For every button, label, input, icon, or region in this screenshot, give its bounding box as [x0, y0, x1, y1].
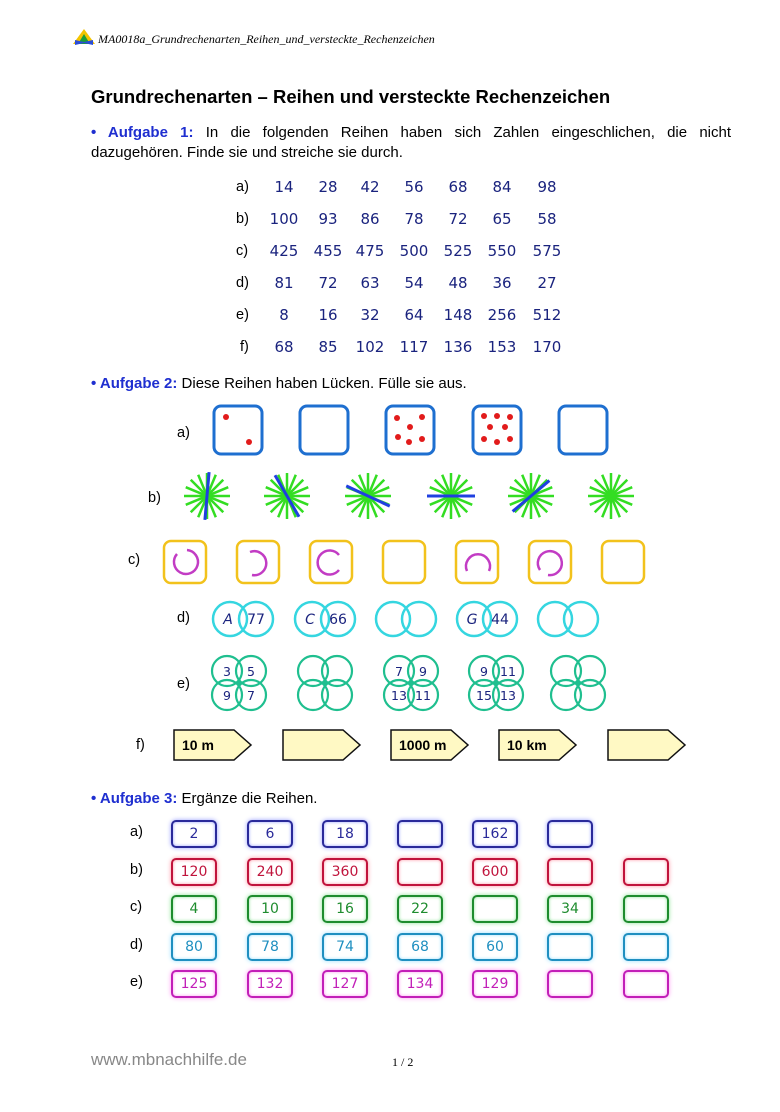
answer-box: 80 [171, 933, 217, 961]
answer-box: 22 [397, 895, 443, 923]
task1-number[interactable]: 117 [399, 338, 429, 356]
arc-square [456, 541, 498, 583]
task1-number[interactable]: 153 [487, 338, 517, 356]
arrow-box-empty[interactable] [608, 730, 685, 760]
task1-row-label: f) [240, 339, 249, 355]
answer-box-empty[interactable] [547, 933, 593, 961]
arc-square [164, 541, 206, 583]
answer-box: 68 [397, 933, 443, 961]
task1-number[interactable]: 86 [360, 210, 380, 228]
answer-box: 120 [171, 858, 217, 886]
arrow-box [174, 730, 251, 760]
task1-label: • Aufgabe 1: [91, 124, 194, 141]
task2-row-a-label: a) [177, 425, 190, 441]
star-row [184, 472, 634, 520]
answer-box: 78 [247, 933, 293, 961]
double-circle-right-text: 44 [491, 612, 509, 628]
double-circle-row [213, 602, 598, 636]
task3-row-label: a) [130, 824, 143, 840]
four-circle-number: 3 [223, 664, 231, 679]
task3-text: Ergänze die Reihen. [181, 790, 318, 807]
task1-number[interactable]: 100 [269, 210, 299, 228]
four-circle [212, 656, 266, 710]
task2-row-d-label: d) [177, 610, 190, 626]
answer-box-empty[interactable] [623, 858, 669, 886]
task1-number[interactable]: 65 [492, 210, 512, 228]
task1-number[interactable]: 425 [269, 242, 299, 260]
arc-square-empty[interactable] [383, 541, 425, 583]
double-circle [457, 602, 517, 636]
task1-number[interactable]: 56 [404, 178, 424, 196]
task3-row-label: e) [130, 974, 143, 990]
four-circle [384, 656, 438, 710]
task1-number[interactable]: 512 [532, 306, 562, 324]
answer-box: 600 [472, 858, 518, 886]
task3-label: • Aufgabe 3: [91, 790, 178, 807]
answer-box-empty[interactable] [547, 820, 593, 848]
task1-instructions [91, 123, 731, 163]
die-empty[interactable] [559, 406, 607, 454]
task1-number[interactable]: 63 [360, 274, 380, 292]
task1-number[interactable]: 72 [448, 210, 468, 228]
double-circle-empty[interactable] [538, 602, 598, 636]
arrow-box-row [174, 730, 685, 760]
arc-square [310, 541, 352, 583]
task1-number[interactable]: 54 [404, 274, 424, 292]
task1-number[interactable]: 455 [313, 242, 343, 260]
task1-number[interactable]: 85 [318, 338, 338, 356]
answer-box: 18 [322, 820, 368, 848]
four-circle-empty[interactable] [298, 656, 352, 710]
task1-number[interactable]: 14 [274, 178, 294, 196]
answer-box-empty[interactable] [547, 858, 593, 886]
double-circle-left-text: C [305, 612, 315, 628]
task2-figures [0, 395, 780, 775]
four-circle-number: 9 [480, 664, 488, 679]
task1-number[interactable]: 500 [399, 242, 429, 260]
double-circle-left-text: G [466, 612, 478, 628]
arrow-box [499, 730, 576, 760]
arrow-box-text: 10 m [182, 737, 214, 753]
four-circle-number: 5 [247, 664, 255, 679]
task1-number[interactable]: 102 [355, 338, 385, 356]
task3-row-label: d) [130, 936, 143, 953]
arc-square [529, 541, 571, 583]
four-circle-number: 9 [419, 664, 427, 679]
double-circle-right-text: 77 [247, 612, 265, 628]
die-8 [473, 406, 521, 454]
four-circle-number: 7 [247, 688, 255, 703]
answer-box: 10 [247, 895, 293, 923]
task1-row-label: a) [236, 179, 249, 195]
answer-box-empty[interactable] [623, 970, 669, 998]
task3-instructions [91, 789, 731, 809]
task1-number[interactable]: 148 [443, 306, 473, 324]
double-circle [295, 602, 355, 636]
answer-box: 34 [547, 895, 593, 923]
star-figure [345, 473, 391, 519]
die-6 [386, 406, 434, 454]
task1-text-line1: In die folgenden Reihen haben sich Zahlen eingeschlichen, die nicht [205, 124, 732, 141]
task1-number[interactable]: 550 [487, 242, 517, 260]
answer-box-empty[interactable] [397, 858, 443, 886]
task2-row-b-label: b) [148, 490, 161, 506]
task1-number[interactable]: 48 [448, 274, 468, 292]
task1-row-label: e) [236, 307, 249, 323]
star-figure-empty[interactable] [588, 473, 634, 519]
answer-box-empty[interactable] [623, 933, 669, 961]
page-number: 1 / 2 [392, 1055, 414, 1069]
arrow-box [391, 730, 468, 760]
task1-number[interactable]: 42 [360, 178, 380, 196]
page-title: Grundrechenarten – Reihen und versteckte Rechenzeichen [91, 86, 611, 107]
arc-square [237, 541, 279, 583]
double-circle-empty[interactable] [376, 602, 436, 636]
task1-number[interactable]: 58 [537, 210, 557, 228]
answer-box: 2 [171, 820, 217, 848]
answer-box: 4 [171, 895, 217, 923]
answer-box: 132 [247, 970, 293, 998]
task1-number[interactable]: 8 [279, 306, 289, 324]
star-figure [508, 473, 554, 519]
answer-box: 127 [322, 970, 368, 998]
task1-number[interactable]: 72 [318, 274, 338, 292]
logo-icon [72, 28, 96, 46]
arrow-box-text: 10 km [507, 737, 547, 753]
task2-label: • Aufgabe 2: [91, 375, 178, 392]
answer-box-empty[interactable] [623, 895, 669, 923]
task1-number[interactable]: 68 [448, 178, 468, 196]
task3-row-label: c) [130, 899, 143, 915]
arrow-box-text: 1000 m [399, 737, 447, 753]
task1-number[interactable]: 475 [355, 242, 385, 260]
task1-number[interactable]: 68 [274, 338, 294, 356]
four-circle-number: 13 [500, 688, 516, 703]
answer-box-empty[interactable] [397, 820, 443, 848]
answer-box: 16 [322, 895, 368, 923]
task1-number[interactable]: 16 [318, 306, 338, 324]
four-circle [469, 656, 523, 710]
answer-box: 60 [472, 933, 518, 961]
star-figure [264, 473, 310, 519]
task1-number[interactable]: 136 [443, 338, 473, 356]
task2-row-c-label: c) [128, 552, 141, 568]
die-empty[interactable] [300, 406, 348, 454]
task1-number[interactable]: 93 [318, 210, 338, 228]
task1-row-label: b) [236, 211, 249, 227]
task2-row-e-label: e) [177, 676, 190, 692]
task1-row-label: c) [236, 243, 249, 259]
double-circle [213, 602, 273, 636]
task2-text: Diese Reihen haben Lücken. Fülle sie aus. [181, 375, 467, 392]
star-figure [184, 472, 230, 520]
task1-number[interactable]: 36 [492, 274, 512, 292]
task1-number[interactable]: 84 [492, 178, 512, 196]
task1-number[interactable]: 64 [404, 306, 424, 324]
answer-box: 6 [247, 820, 293, 848]
four-circle-number: 15 [476, 688, 492, 703]
answer-box: 74 [322, 933, 368, 961]
task1-number[interactable]: 98 [537, 178, 557, 196]
answer-box: 125 [171, 970, 217, 998]
footer-url: www.mbnachhilfe.de [91, 1050, 247, 1069]
document-filename: MA0018a_Grundrechenarten_Reihen_und_versteckte_Rechenzeichen [98, 32, 435, 46]
arrow-box-empty[interactable] [283, 730, 360, 760]
task1-text-line2: dazugehören. Finde sie und streiche sie durch. [91, 144, 403, 161]
star-figure [427, 473, 475, 519]
answer-box: 129 [472, 970, 518, 998]
answer-box-empty[interactable] [547, 970, 593, 998]
four-circle-number: 11 [415, 688, 431, 703]
four-circle-number: 11 [500, 664, 516, 679]
task1-number[interactable]: 28 [318, 178, 338, 196]
task1-number[interactable]: 525 [443, 242, 473, 260]
four-circle-empty[interactable] [551, 656, 605, 710]
task1-number[interactable]: 256 [487, 306, 517, 324]
double-circle-left-text: A [223, 612, 233, 628]
four-circle-row [212, 656, 605, 710]
answer-box: 360 [322, 858, 368, 886]
task1-number[interactable]: 170 [532, 338, 562, 356]
four-circle-number: 9 [223, 688, 231, 703]
die-2 [214, 406, 262, 454]
task3-row-label: b) [130, 861, 143, 878]
task2-row-f-label: f) [136, 737, 145, 753]
task2-instructions [91, 374, 731, 394]
answer-box: 134 [397, 970, 443, 998]
task1-number[interactable]: 81 [274, 274, 294, 292]
double-circle-right-text: 66 [329, 612, 347, 628]
task1-number[interactable]: 78 [404, 210, 424, 228]
task1-number[interactable]: 32 [360, 306, 380, 324]
task1-number[interactable]: 575 [532, 242, 562, 260]
answer-box: 240 [247, 858, 293, 886]
answer-box: 162 [472, 820, 518, 848]
four-circle-number: 13 [391, 688, 407, 703]
four-circle-number: 7 [395, 664, 403, 679]
answer-box-empty[interactable] [472, 895, 518, 923]
task1-row-label: d) [236, 275, 249, 291]
arc-square-empty[interactable] [602, 541, 644, 583]
task1-number[interactable]: 27 [537, 274, 557, 292]
